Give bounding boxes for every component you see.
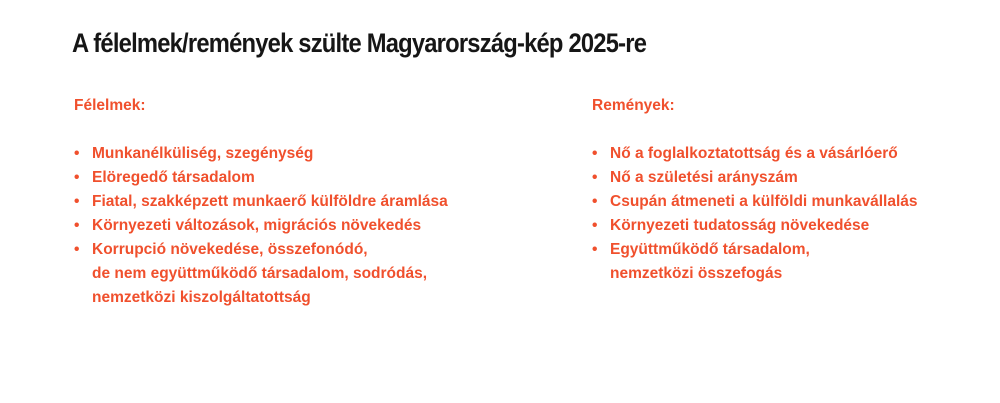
fears-item-text-line: Munkanélküliség, szegénység — [92, 145, 314, 162]
hopes-list-item — [592, 142, 992, 166]
hopes-item-text-line: Csupán átmeneti a külföldi munkavállalás — [610, 193, 918, 210]
hopes-list-item — [592, 214, 992, 238]
fears-item-text-line: Fiatal, szakképzett munkaerő külföldre áramlása — [92, 193, 448, 210]
hopes-item-text-line: Nő a foglalkoztatottság és a vásárlóerő — [610, 145, 898, 162]
bullet-icon: • — [74, 169, 80, 186]
bullet-icon: • — [592, 193, 598, 210]
hopes-list-item — [592, 166, 992, 190]
bullet-icon: • — [74, 217, 80, 234]
hopes-heading: Remények: — [592, 97, 675, 114]
bullet-icon: • — [74, 193, 80, 210]
hopes-item-text-line: nemzetközi összefogás — [610, 265, 783, 282]
hopes-item-text-line: Környezeti tudatosság növekedése — [610, 217, 870, 234]
fears-item-text-line: Korrupció növekedése, összefonódó, — [92, 241, 368, 258]
fears-column — [74, 94, 534, 310]
fears-item-text-line: de nem együttműködő társadalom, sodródás, — [92, 265, 428, 282]
fears-list — [74, 142, 534, 310]
fears-list-item — [74, 142, 534, 166]
fears-list-item — [74, 190, 534, 214]
hopes-item-text-line: Együttműködő társadalom, — [610, 241, 810, 258]
hopes-list-item — [592, 190, 992, 214]
fears-list-item — [74, 166, 534, 190]
page-title: A félelmek/remények szülte Magyarország-kép 2025-re — [72, 28, 647, 58]
fears-item-text-line: Elöregedő társadalom — [92, 169, 255, 186]
bullet-icon: • — [592, 217, 598, 234]
bullet-icon: • — [74, 241, 80, 258]
hopes-item-text-line: Nő a születési arányszám — [610, 169, 798, 186]
bullet-icon: • — [592, 241, 598, 258]
bullet-icon: • — [592, 145, 598, 162]
fears-heading: Félelmek: — [74, 97, 146, 114]
fears-item-text-line: Környezeti változások, migrációs növekedés — [92, 217, 422, 234]
hopes-list — [592, 142, 992, 286]
hopes-list-item — [592, 238, 992, 286]
hopes-column — [592, 94, 992, 286]
bullet-icon: • — [592, 169, 598, 186]
fears-item-text-line: nemzetközi kiszolgáltatottság — [92, 289, 311, 306]
bullet-icon: • — [74, 145, 80, 162]
fears-list-item — [74, 214, 534, 238]
fears-list-item — [74, 238, 534, 310]
